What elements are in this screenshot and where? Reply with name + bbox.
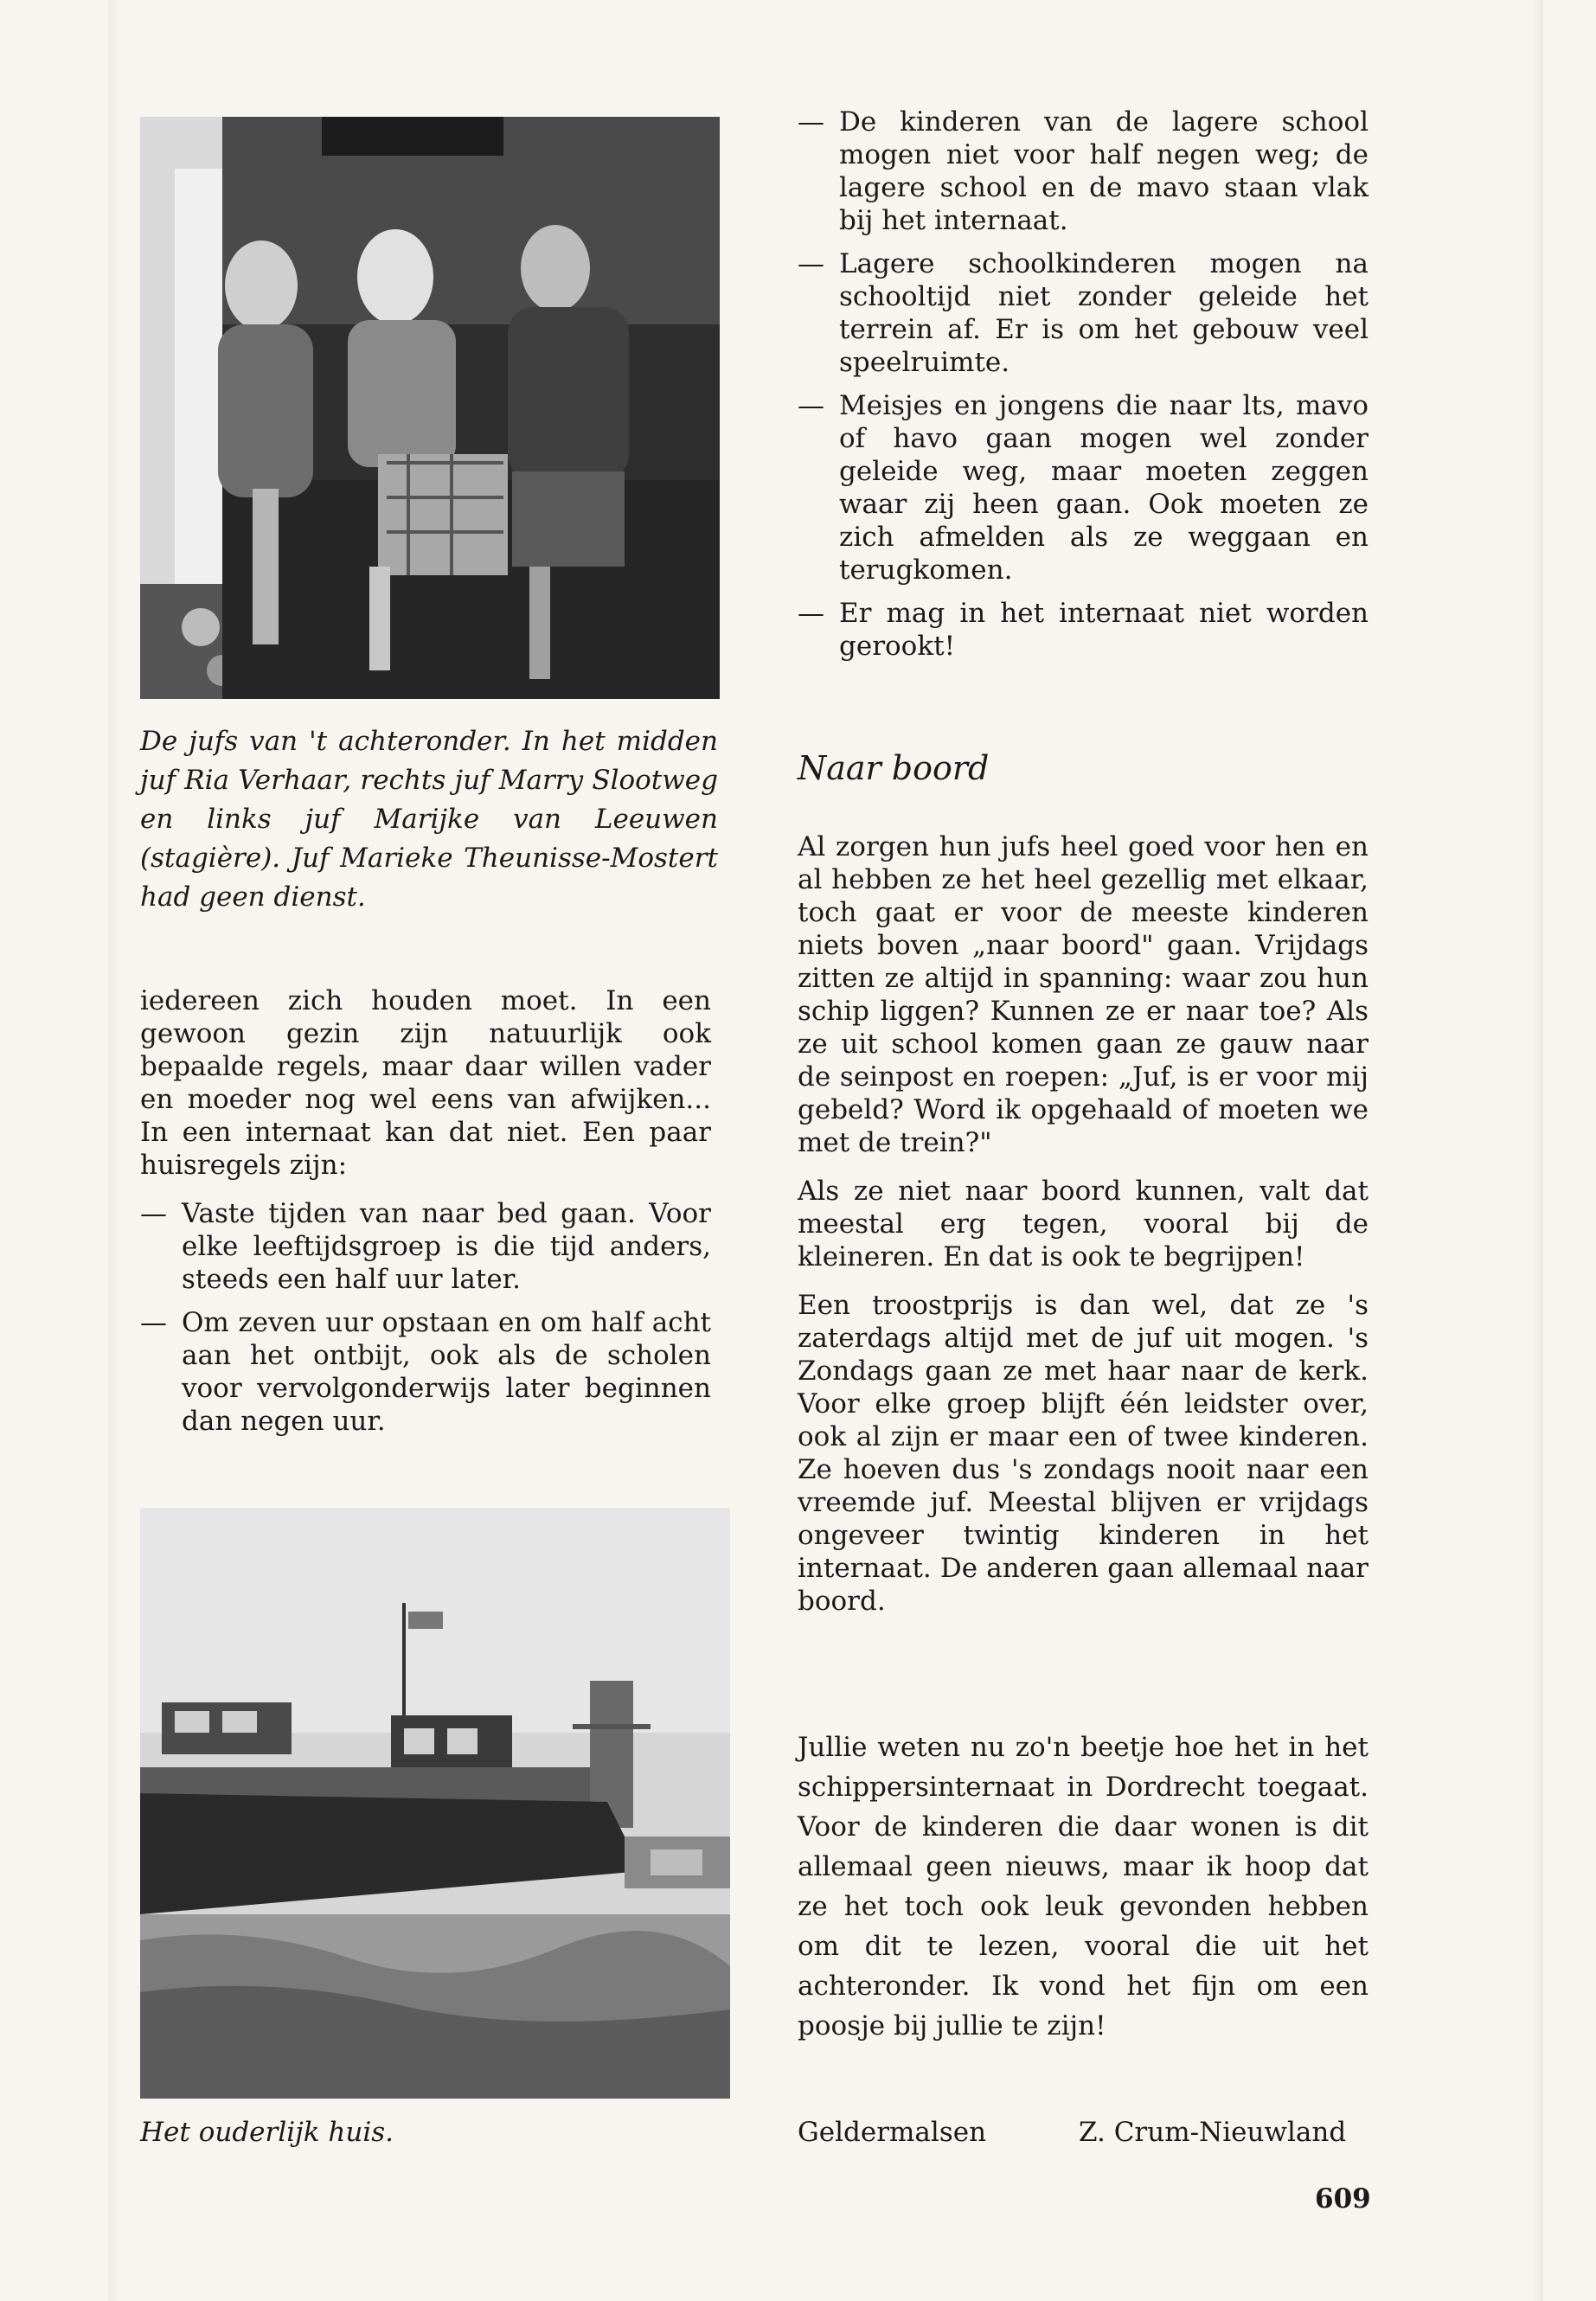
photo-caption-teachers: De jufs van 't achteronder. In het midden juf Ria Verhaar, rechts juf Marry Slootweg en links juf Marijke van Leeuwen (stagière). Juf Marieke Theunisse-Mostert had geen dienst. — [140, 726, 718, 913]
rule-item: — Lagere schoolkinderen mogen na schooltijd niet zonder geleide het terrein af. Er is om het gebouw veel speelruimte. — [798, 247, 1368, 379]
photo-caption-barge: Het ouderlijk huis. — [140, 2117, 394, 2148]
section-heading: Naar boord — [798, 749, 990, 787]
house-rules-list-left — [140, 1197, 711, 1438]
rule-item: — Om zeven uur opstaan en om half acht aan het ontbijt, ook als de scholen voor vervolgonderwijs later beginnen dan negen uur. — [140, 1306, 711, 1438]
signoff-place: Geldermalsen — [798, 2117, 987, 2148]
paragraph: Een troostprijs is dan wel, dat ze 's zaterdags altijd met de juf uit mogen. 's Zondags gaan ze met haar naar de kerk. Voor elke groep blijft één leidster over, ook al zijn er maar een of twee kinderen. Ze hoeven dus 's zondags nooit naar een vreemde juf. Meestal blijven er vrijdags ongeveer twintig kinderen in het internaat. De anderen gaan allemaal naar boord. — [798, 1290, 1368, 1617]
house-rules-list-right — [798, 106, 1368, 663]
right-column-paragraphs — [798, 830, 1368, 1633]
closing-paragraph: Jullie weten nu zo'n beetje hoe het in het schippersinternaat in Dordrecht toegaat. Voor de kinderen die daar wonen is dit allemaal geen nieuws, maar ik hoop dat ze het toch ook leuk gevonden hebben om dit te lezen, vooral die uit het achteronder. Ik vond het fijn om een poosje bij jullie te zijn! — [798, 1732, 1368, 2041]
page-edge-left — [108, 0, 120, 2301]
rule-item: — De kinderen van de lagere school mogen niet voor half negen weg; de lagere school en de mavo staan vlak bij het internaat. — [798, 106, 1368, 237]
rule-item: — Er mag in het internaat niet worden gerookt! — [798, 597, 1368, 663]
page-edge-right — [1531, 0, 1543, 2301]
paragraph-house-rules-intro: iedereen zich houden moet. In een gewoon gezin zijn natuurlijk ook bepaalde regels, maar daar willen vader en moeder nog wel eens van afwijken... In een internaat kan dat niet. Een paar huisregels zijn: — [140, 985, 711, 1181]
page-number: 609 — [1315, 2183, 1371, 2214]
right-column-rules — [798, 106, 1368, 673]
photo-three-teachers — [140, 117, 720, 699]
rule-item: — Vaste tijden van naar bed gaan. Voor elke leeftijdsgroep is die tijd anders, steeds een half uur later. — [140, 1197, 711, 1296]
paragraph: Al zorgen hun jufs heel goed voor hen en al hebben ze het heel gezellig met elkaar, toch gaat er voor de meeste kinderen niets boven „naar boord" gaan. Vrijdags zitten ze altijd in spanning: waar zou hun schip liggen? Kunnen ze er naar toe? Als ze uit school komen gaan ze gauw naar de seinpost en roepen: „Juf, is er voor mij gebeld? Word ik opgehaald of moeten we met de trein?" — [798, 831, 1368, 1158]
paragraph: Als ze niet naar boord kunnen, valt dat meestal erg tegen, vooral bij de kleineren. En dat is ook te begrijpen! — [798, 1176, 1368, 1272]
left-column — [140, 984, 711, 1448]
photo-barge — [140, 1508, 730, 2099]
signoff-author: Z. Crum-Nieuwland — [1079, 2117, 1347, 2148]
rule-item: — Meisjes en jongens die naar lts, mavo of havo gaan mogen wel zonder geleide weg, maar moeten zeggen waar zij heen gaan. Ook moeten ze zich afmelden als ze weggaan en terugkomen. — [798, 389, 1368, 586]
